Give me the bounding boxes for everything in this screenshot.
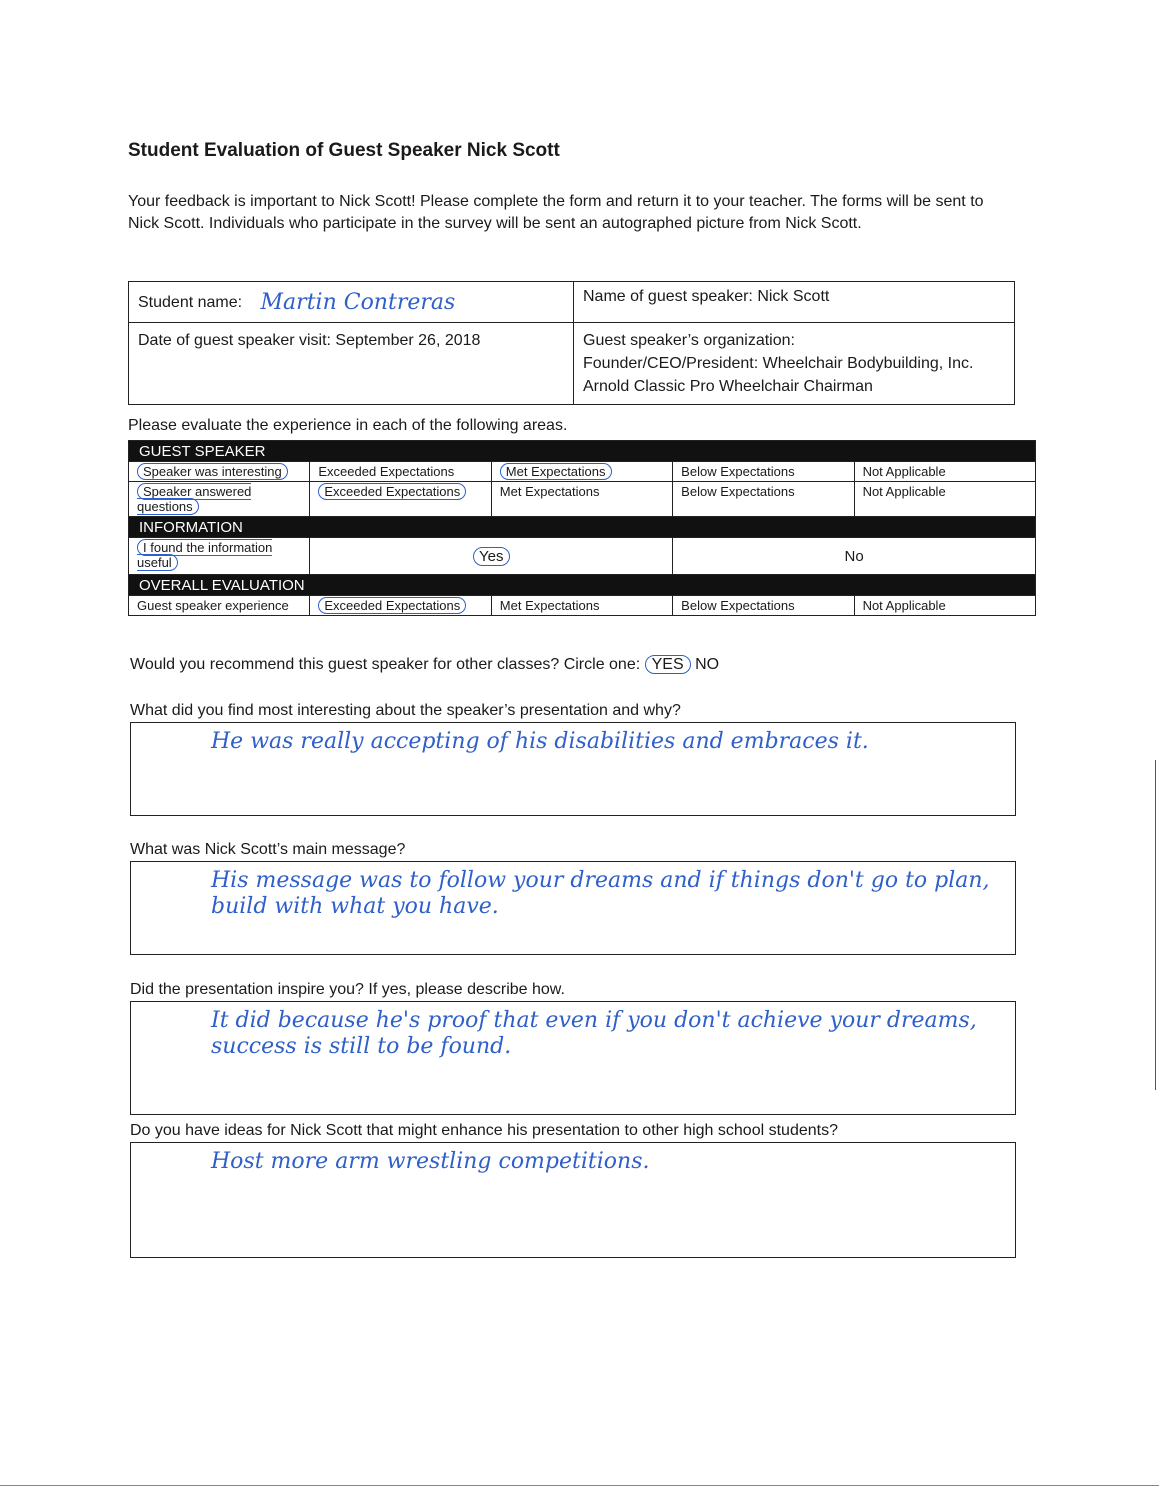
option-below[interactable]: Below Expectations [673, 596, 854, 616]
row-guest-speaker-experience [129, 596, 1036, 616]
option-not-applicable[interactable]: Not Applicable [854, 462, 1035, 482]
guest-speaker-name: Name of guest speaker: Nick Scott [574, 282, 1015, 323]
row-speaker-answered [129, 482, 1036, 517]
evaluation-intro: Please evaluate the experience in each of the following areas. [128, 417, 568, 434]
option-below[interactable]: Below Expectations [673, 462, 854, 482]
row-label-experience: Guest speaker experience [129, 596, 310, 616]
form-title: Student Evaluation of Guest Speaker Nick Scott [128, 140, 560, 161]
question-1: What did you find most interesting about the speaker’s presentation and why? [130, 702, 681, 719]
option-met[interactable]: Met Expectations [491, 482, 672, 517]
info-table [128, 281, 1015, 405]
row-speaker-interesting [129, 462, 1036, 482]
option-met[interactable]: Met Expectations [491, 596, 672, 616]
question-4: Do you have ideas for Nick Scott that might enhance his presentation to other high school students? [130, 1122, 838, 1139]
scan-edge-line [1155, 760, 1156, 1090]
question-3: Did the presentation inspire you? If yes, please describe how. [130, 981, 565, 998]
section-overall-evaluation: OVERALL EVALUATION [129, 575, 1036, 596]
scan-bottom-line [0, 1485, 1159, 1486]
answer-4[interactable]: Host more arm wrestling competitions. [211, 1149, 650, 1174]
evaluation-table [128, 440, 1036, 616]
recommend-no[interactable]: NO [695, 656, 720, 673]
answer-box-4[interactable] [130, 1142, 1016, 1258]
question-2: What was Nick Scott’s main message? [130, 841, 406, 858]
answer-box-3[interactable] [130, 1001, 1016, 1115]
organization-label: Guest speaker’s organization: [583, 332, 795, 349]
row-label-answered: Speaker answered questions [137, 484, 252, 514]
section-information: INFORMATION [129, 517, 1036, 538]
row-label-interesting: Speaker was interesting [137, 463, 288, 480]
visit-date: Date of guest speaker visit: September 26, 2018 [129, 323, 574, 405]
option-below[interactable]: Below Expectations [673, 482, 854, 517]
form-intro: Your feedback is important to Nick Scott! Please complete the form and return it to your teacher. The forms will be sent to Nick Scott. Individuals who participate in the survey will be sent an autographed picture from Nick Scott. [128, 193, 984, 232]
answer-box-1[interactable] [130, 722, 1016, 816]
option-yes-selected[interactable]: Yes [473, 547, 509, 566]
student-name-field[interactable]: Martin Contreras [260, 290, 456, 315]
student-name-label: Student name: [138, 294, 243, 311]
answer-2[interactable]: His message was to follow your dreams and if things don't go to plan, build with what you have. [211, 868, 990, 919]
answer-3[interactable]: It did because he's proof that even if you don't achieve your dreams, success is still to be found. [211, 1008, 977, 1059]
row-label-info-useful: I found the information useful [137, 540, 273, 570]
row-information-useful [129, 538, 1036, 575]
option-exceeded[interactable]: Exceeded Expectations [310, 462, 491, 482]
answer-1[interactable]: He was really accepting of his disabilities and embraces it. [211, 729, 869, 754]
recommend-question: Would you recommend this guest speaker for other classes? Circle one: [130, 656, 641, 673]
answer-box-2[interactable] [130, 861, 1016, 955]
recommend-question-row [130, 656, 719, 674]
option-not-applicable[interactable]: Not Applicable [854, 482, 1035, 517]
option-not-applicable[interactable]: Not Applicable [854, 596, 1035, 616]
option-exceeded-selected[interactable]: Exceeded Expectations [318, 597, 466, 614]
student-name-cell[interactable] [129, 282, 574, 323]
option-met-selected[interactable]: Met Expectations [500, 463, 612, 480]
organization-line-2: Arnold Classic Pro Wheelchair Chairman [583, 378, 873, 395]
recommend-yes-selected[interactable]: YES [645, 655, 691, 674]
option-no[interactable]: No [673, 538, 1036, 575]
organization-line-1: Founder/CEO/President: Wheelchair Bodybuilding, Inc. [583, 355, 974, 372]
organization-cell [574, 323, 1015, 405]
option-exceeded-selected[interactable]: Exceeded Expectations [318, 483, 466, 500]
section-guest-speaker: GUEST SPEAKER [129, 441, 1036, 462]
